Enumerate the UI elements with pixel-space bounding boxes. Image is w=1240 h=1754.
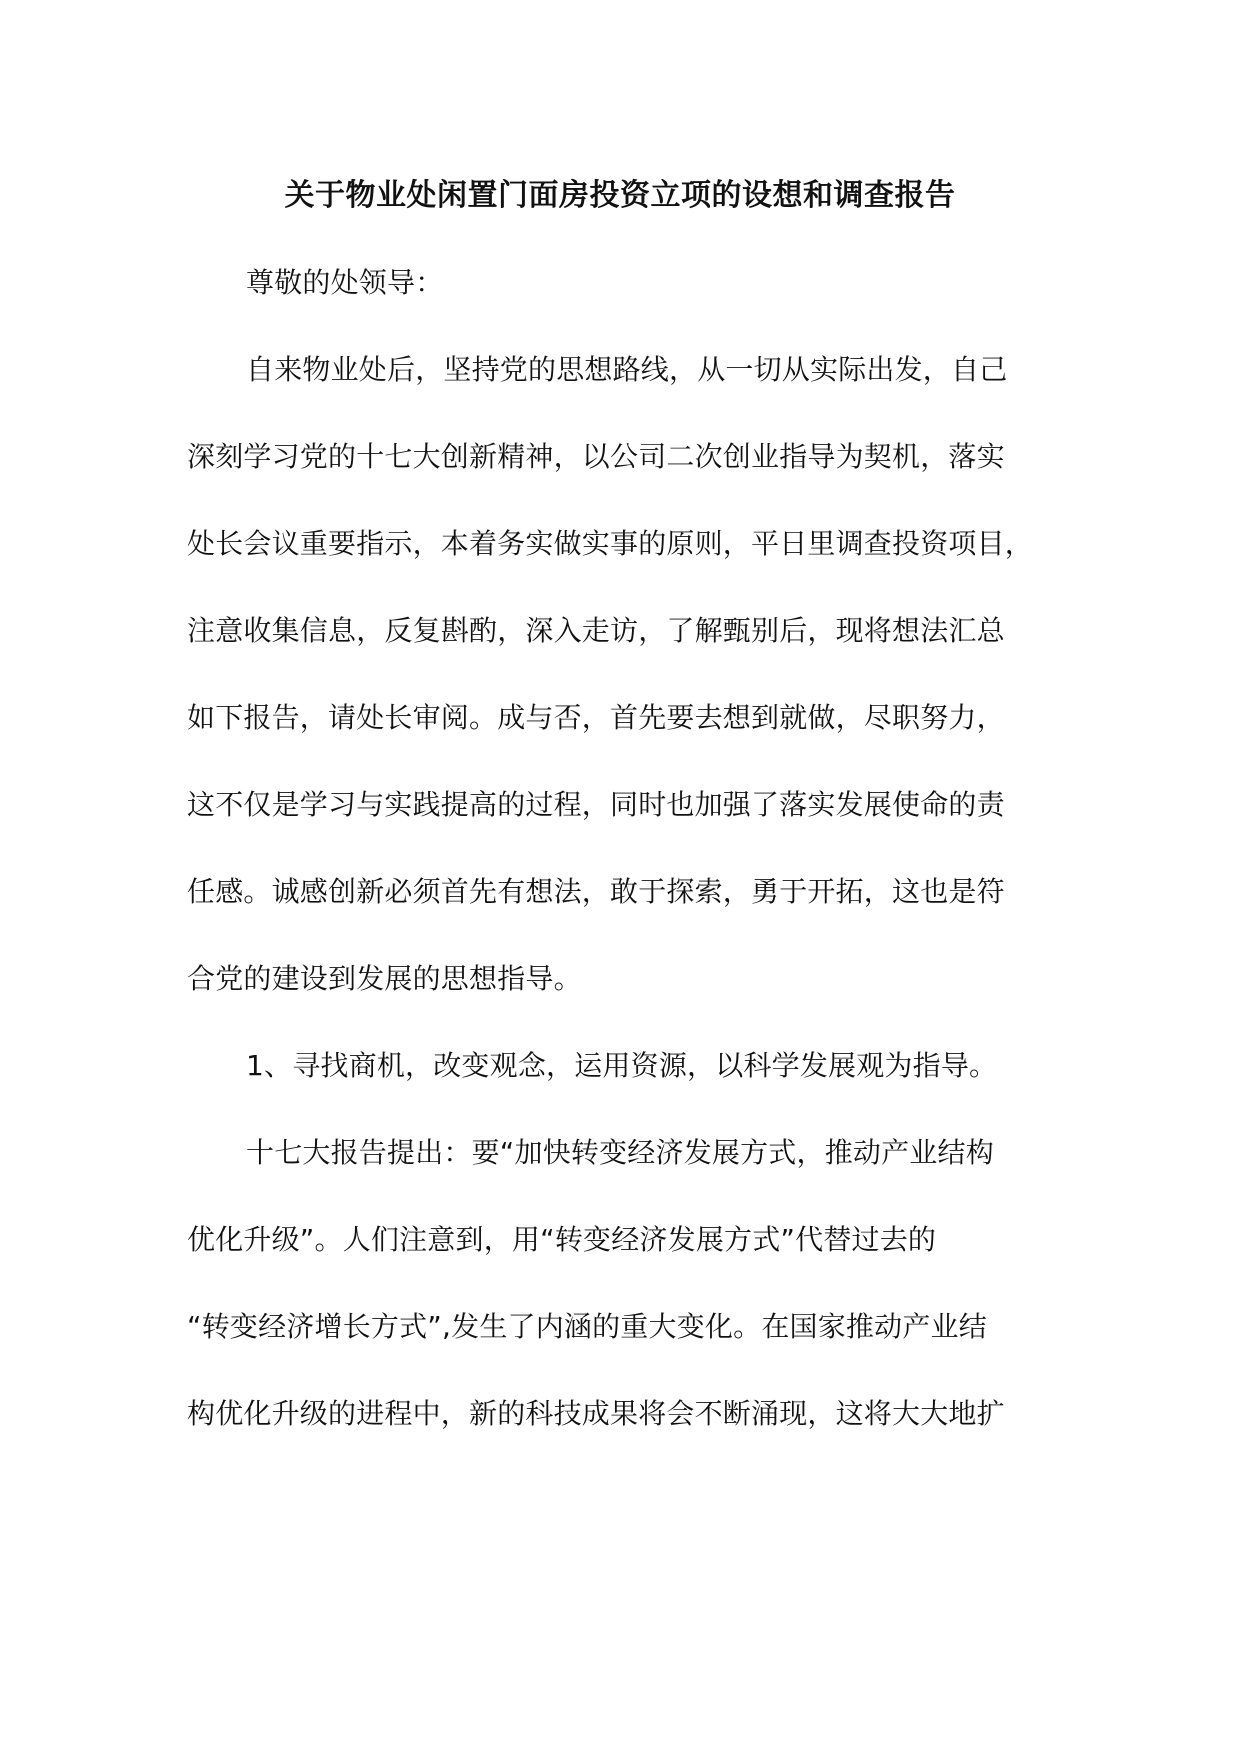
paragraph-line: 注意收集信息，反复斟酌，深入走访，了解甄别后，现将想法汇总 bbox=[187, 614, 1005, 647]
paragraph-line: 如下报告，请处长审阅。成与否，首先要去想到就做，尽职努力， bbox=[187, 701, 1005, 734]
section-heading: 1、寻找商机，改变观念，运用资源，以科学发展观为指导。 bbox=[246, 1049, 998, 1082]
paragraph-line: 处长会议重要指示，本着务实做实事的原则，平日里调查投资项目， bbox=[187, 527, 1034, 560]
paragraph-line: 深刻学习党的十七大创新精神，以公司二次创业指导为契机，落实 bbox=[187, 440, 1005, 473]
paragraph-line: 合党的建设到发展的思想指导。 bbox=[187, 962, 582, 995]
salutation: 尊敬的处领导： bbox=[246, 266, 444, 299]
paragraph-line: 自来物业处后，坚持党的思想路线，从一切从实际出发，自己 bbox=[246, 353, 1008, 386]
paragraph-line: 这不仅是学习与实践提高的过程，同时也加强了落实发展使命的责 bbox=[187, 788, 1005, 821]
paragraph-line: 任感。诚感创新必须首先有想法，敢于探索，勇于开拓，这也是符 bbox=[187, 875, 1005, 908]
paragraph-line: 构优化升级的进程中，新的科技成果将会不断涌现，这将大大地扩 bbox=[187, 1397, 1005, 1430]
paragraph-line: 优化升级”。人们注意到，用“转变经济发展方式”代替过去的 bbox=[187, 1223, 937, 1256]
paragraph-line: 十七大报告提出：要“加快转变经济发展方式，推动产业结构 bbox=[246, 1136, 994, 1169]
paragraph-line: “转变经济增长方式”,发生了内涵的重大变化。在国家推动产业结 bbox=[187, 1310, 987, 1343]
document-title: 关于物业处闲置门面房投资立项的设想和调查报告 bbox=[284, 178, 956, 213]
